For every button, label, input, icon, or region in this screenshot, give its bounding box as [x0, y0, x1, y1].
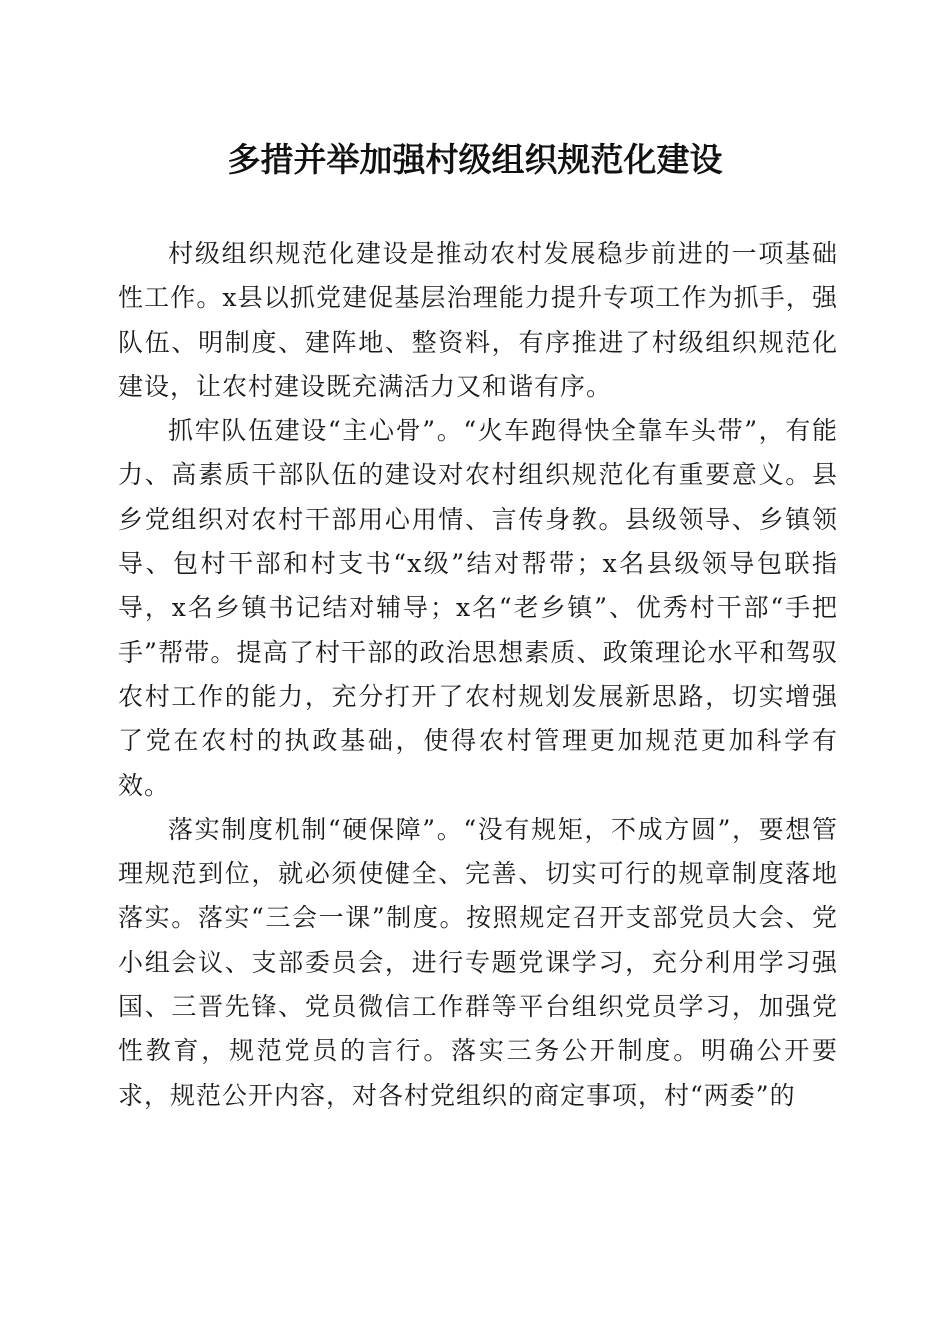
paragraph-intro: 村级组织规范化建设是推动农村发展稳步前进的一项基础性工作。x县以抓党建促基层治理能力提升专项工作为抓手，强队伍、明制度、建阵地、整资料，有序推进了村级组织规范化建设，让农村建设既充满活力又和谐有序。	[118, 239, 838, 401]
document-body	[118, 232, 838, 1118]
paragraph-institutions: 落实制度机制“硬保障”。“没有规矩，不成方圆”，要想管理规范到位，就必须使健全、完善、切实可行的规章制度落地落实。落实“三会一课”制度。按照规定召开支部党员大会、党小组会议、支部委员会，进行专题党课学习，充分利用学习强国、三晋先锋、党员微信工作群等平台组织党员学习，加强党性教育，规范党员的言行。落实三务公开制度。明确公开要求，规范公开内容，对各村党组织的商定事项，村“两委”的	[118, 814, 838, 1110]
document-title: 多措并举加强村级组织规范化建设	[227, 140, 723, 179]
paragraph-team-building: 抓牢队伍建设“主心骨”。“火车跑得快全靠车头带”，有能力、高素质干部队伍的建设对农村组织规范化有重要意义。县乡党组织对农村干部用心用情、言传身教。县级领导、乡镇领导、包村干部和村支书“x级”结对帮带；x名县级领导包联指导，x名乡镇书记结对辅导；x名“老乡镇”、优秀村干部“手把手”帮带。提高了村干部的政治思想素质、政策理论水平和驾驭农村工作的能力，充分打开了农村规划发展新思路，切实增强了党在农村的执政基础，使得农村管理更加规范更加科学有效。	[118, 416, 838, 800]
